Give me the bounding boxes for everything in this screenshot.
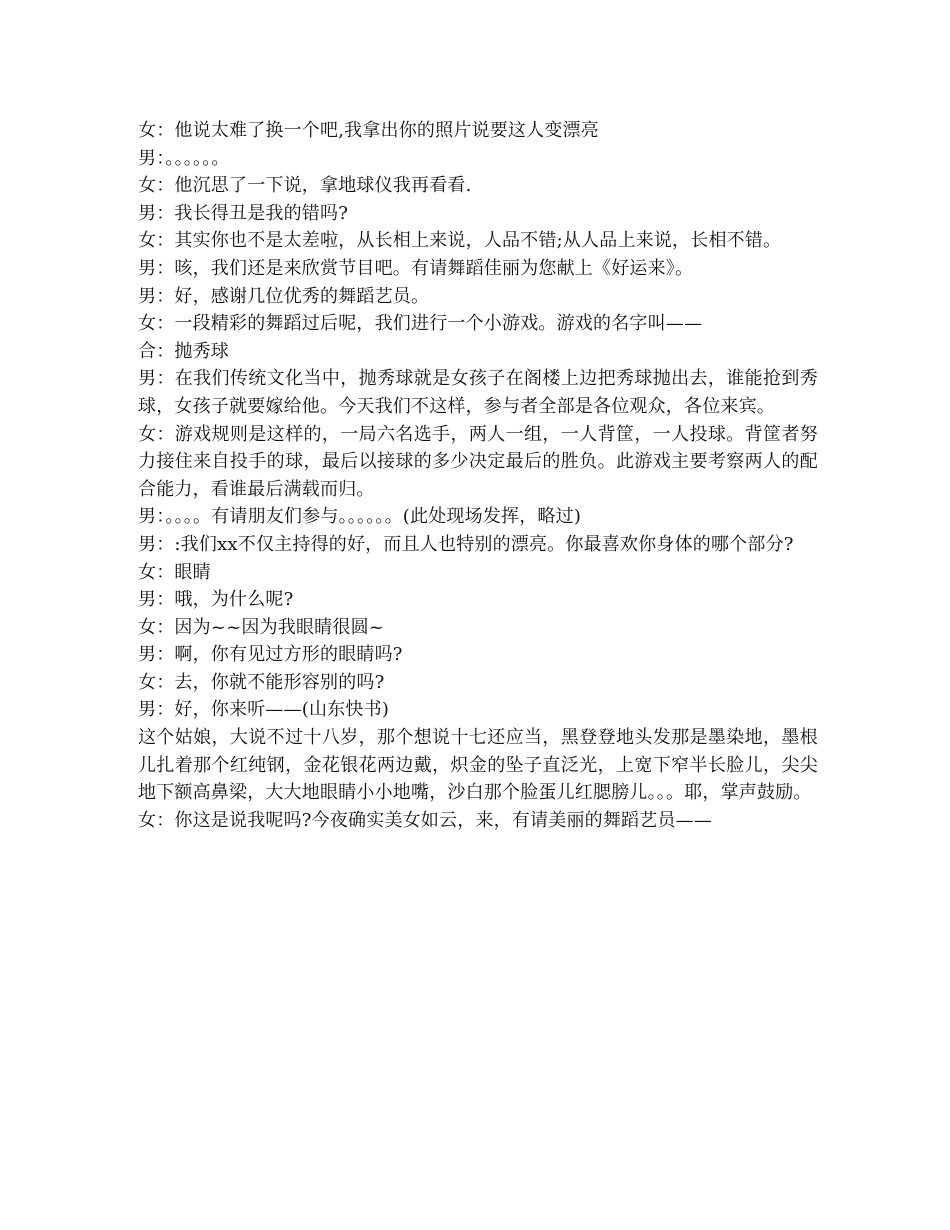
verse-paragraph: 这个姑娘，大说不过十八岁，那个想说十七还应当，黑登登地头发那是墨染地，墨根儿扎着那个红纯钢，金花银花两边戴，炽金的坠子直泛光，上宽下窄半长脸儿，尖尖地下额高鼻梁，大大地眼睛小小地嘴，沙白那个脸蛋儿红腮膀儿。。。耶，掌声鼓励。 bbox=[138, 727, 818, 804]
dialogue-line: 女：其实你也不是太差啦，从长相上来说，人品不错;从人品上来说，长相不错。 bbox=[138, 230, 782, 252]
dialogue-line: 男：。。。。有请朋友们参与。。。。。。(此处现场发挥，略过) bbox=[138, 506, 582, 528]
dialogue-line: 女：一段精彩的舞蹈过后呢，我们进行一个小游戏。游戏的名字叫—— bbox=[138, 313, 703, 335]
dialogue-paragraph: 女：游戏规则是这样的，一局六名选手，两人一组，一人背筐，一人投球。背筐者努力接住来自投手的球，最后以接球的多少决定最后的胜负。此游戏主要考察两人的配合能力，看谁最后满载而归。 bbox=[138, 423, 818, 500]
dialogue-line: 男：:我们xx不仅主持得的好，而且人也特别的漂亮。你最喜欢你身体的哪个部分? bbox=[138, 533, 794, 555]
dialogue-line: 男：我长得丑是我的错吗? bbox=[138, 202, 349, 224]
dialogue-line: 男：好，感谢几位优秀的舞蹈艺员。 bbox=[138, 285, 430, 307]
dialogue-line: 女：他沉思了一下说，拿地球仪我再看看. bbox=[138, 175, 472, 197]
dialogue-line: 男：咳，我们还是来欣赏节目吧。有请舞蹈佳丽为您献上《好运来》。 bbox=[138, 257, 694, 279]
dialogue-line: 合：抛秀球 bbox=[138, 340, 229, 362]
dialogue-line: 男：哦，为什么呢? bbox=[138, 589, 294, 611]
dialogue-line: 女：他说太难了换一个吧,我拿出你的照片说要这人变漂亮 bbox=[138, 120, 599, 141]
dialogue-line: 男：好，你来听——(山东快书) bbox=[138, 699, 390, 721]
dialogue-line: 男：啊，你有见过方形的眼睛吗? bbox=[138, 644, 403, 666]
dialogue-line: 女：眼睛 bbox=[138, 561, 211, 583]
dialogue-line: 女：因为~~因为我眼睛很圆~ bbox=[138, 616, 385, 638]
dialogue-line: 女：去，你就不能形容别的吗? bbox=[138, 671, 385, 693]
dialogue-line: 女：你这是说我呢吗?今夜确实美女如云，来，有请美丽的舞蹈艺员—— bbox=[138, 809, 713, 831]
dialogue-paragraph: 男：在我们传统文化当中，抛秀球就是女孩子在阁楼上边把秀球抛出去，谁能抢到秀球，女孩子就要嫁给他。今天我们不这样，参与者全部是各位观众，各位来宾。 bbox=[138, 368, 818, 417]
dialogue-line: 男：。。。。。。 bbox=[138, 147, 230, 169]
document-body bbox=[138, 117, 818, 834]
